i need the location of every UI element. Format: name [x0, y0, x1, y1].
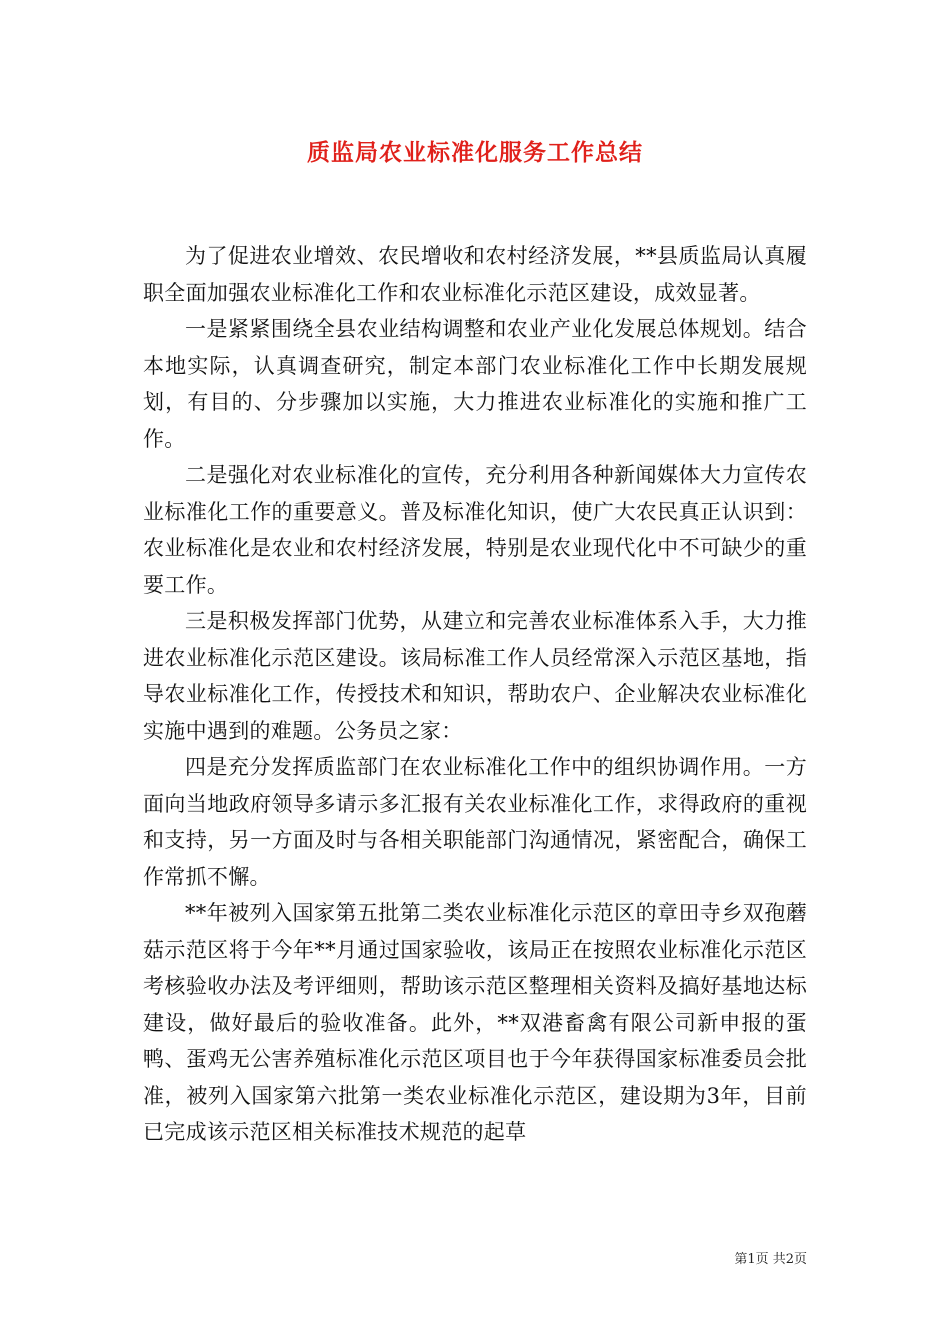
document-body [143, 238, 807, 1151]
paragraph-point-one: 一是紧紧围绕全县农业结构调整和农业产业化发展总体规划。结合本地实际，认真调查研究，制定本部门农业标准化工作中长期发展规划，有目的、分步骤加以实施，大力推进农业标准化的实施和推广工作。 [143, 317, 807, 451]
paragraph-demonstration-zone: **年被列入国家第五批第二类农业标准化示范区的章田寺乡双孢蘑菇示范区将于今年**月通过国家验收，该局正在按照农业标准化示范区考核验收办法及考评细则，帮助该示范区整理相关资料及搞好基地达标建设，做好最后的验收准备。此外，**双港畜禽有限公司新申报的蛋鸭、蛋鸡无公害养殖标准化示范区项目也于今年获得国家标准委员会批准，被列入国家第六批第一类农业标准化示范区，建设期为3年，目前已完成该示范区相关标准技术规范的起草 [143, 901, 807, 1144]
document-title: 质监局农业标准化服务工作总结 [307, 139, 643, 166]
paragraph-point-two: 二是强化对农业标准化的宣传，充分利用各种新闻媒体大力宣传农业标准化工作的重要意义。普及标准化知识，使广大农民真正认识到：农业标准化是农业和农村经济发展，特别是农业现代化中不可缺少的重要工作。 [143, 463, 807, 597]
paragraph-intro: 为了促进农业增效、农民增收和农村经济发展，**县质监局认真履职全面加强农业标准化工作和农业标准化示范区建设，成效显著。 [143, 244, 807, 305]
page-number: 第1页 共2页 [734, 1252, 807, 1267]
paragraph-point-three: 三是积极发挥部门优势，从建立和完善农业标准体系入手，大力推进农业标准化示范区建设。该局标准工作人员经常深入示范区基地，指导农业标准化工作，传授技术和知识，帮助农户、企业解决农业标准化实施中遇到的难题。公务员之家： [143, 609, 807, 743]
paragraph-point-four: 四是充分发挥质监部门在农业标准化工作中的组织协调作用。一方面向当地政府领导多请示多汇报有关农业标准化工作，求得政府的重视和支持，另一方面及时与各相关职能部门沟通情况，紧密配合，确保工作常抓不懈。 [143, 755, 807, 889]
